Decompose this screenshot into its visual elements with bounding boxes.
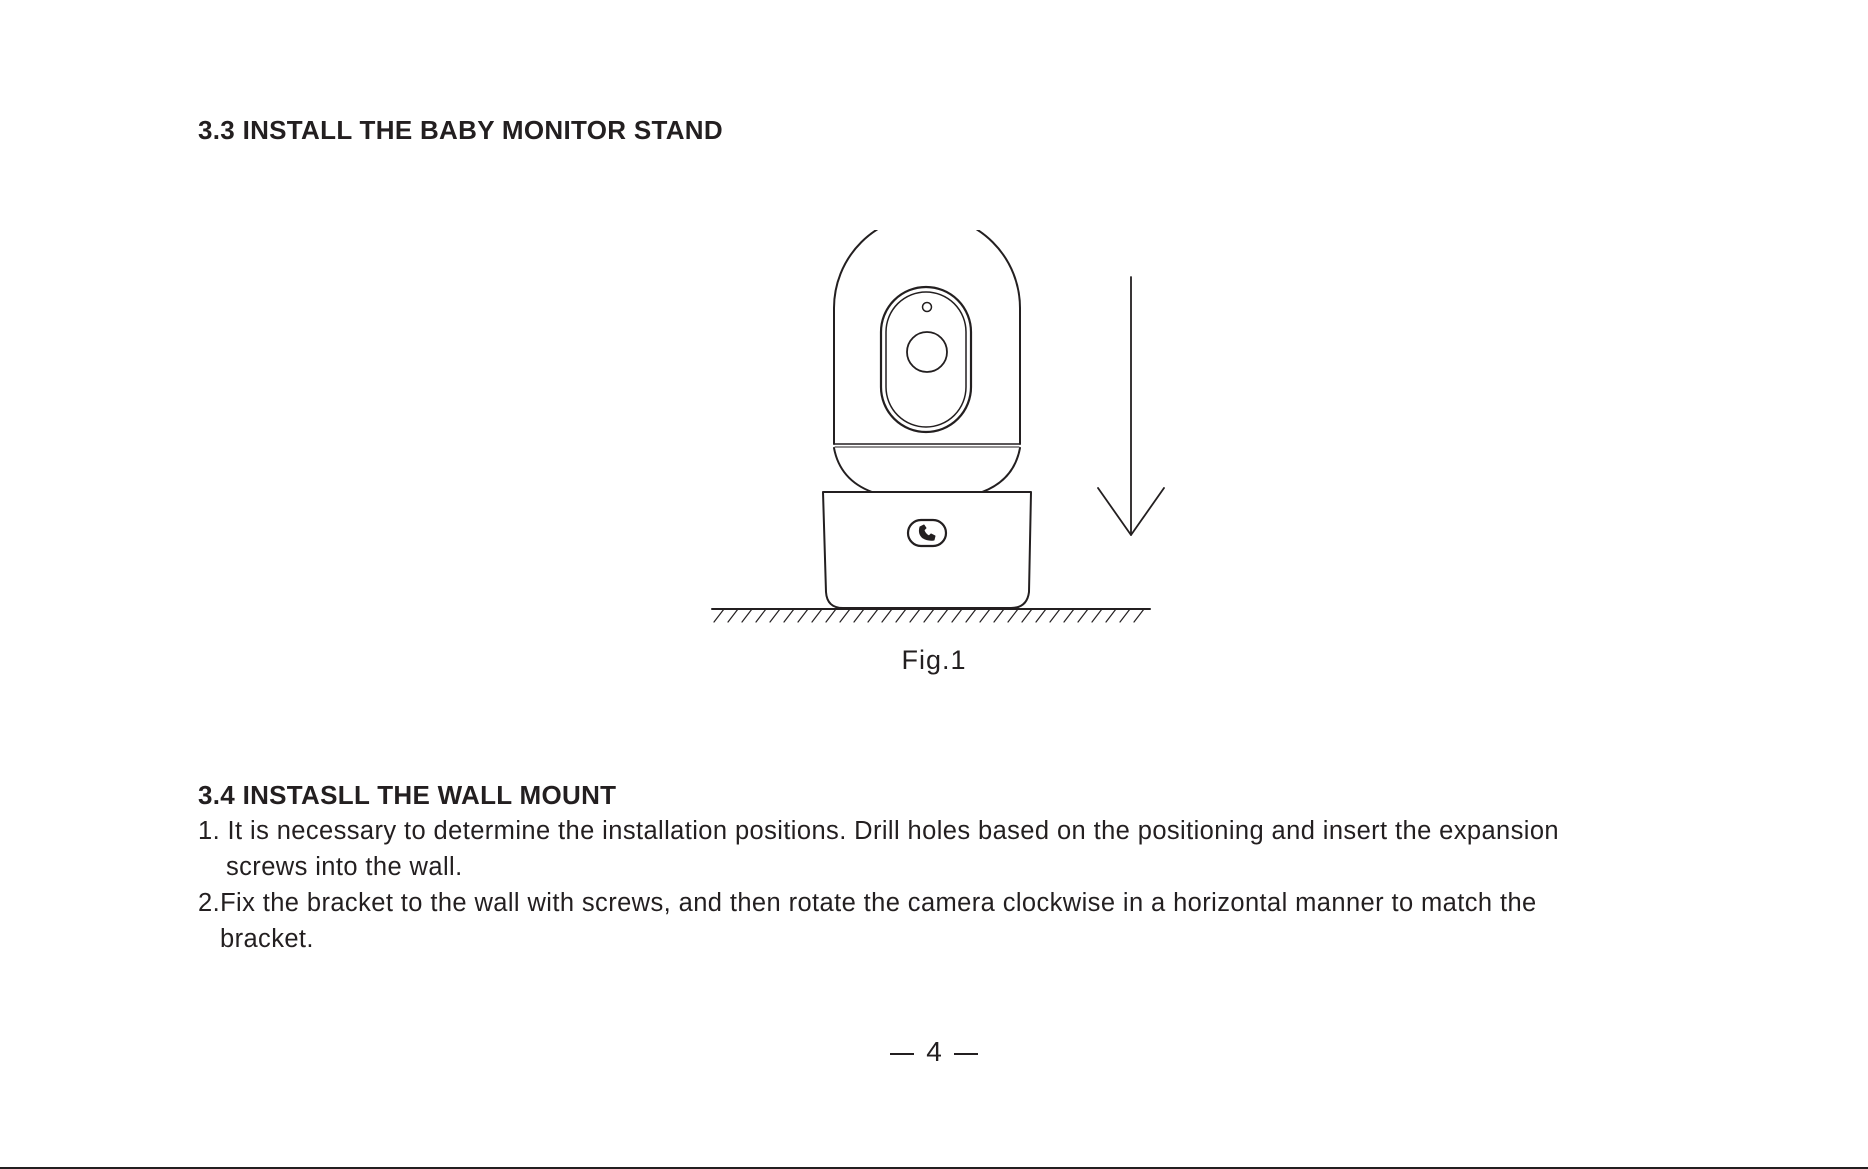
page-number-left-dash (890, 1053, 914, 1055)
step-2 (198, 885, 1718, 957)
page-number-right-dash (954, 1053, 978, 1055)
step-1-line-1: 1. It is necessary to determine the installation positions. Drill holes based on the positioning and insert the expansion (198, 817, 1560, 845)
step-2-line-1: 2.Fix the bracket to the wall with screws, and then rotate the camera clockwise in a horizontal manner to match the (198, 889, 1537, 917)
floor-hatching (712, 609, 1150, 622)
camera-base (823, 492, 1031, 608)
phone-icon (908, 520, 946, 546)
figure-caption: Fig.1 (901, 645, 967, 675)
step-1 (198, 813, 1718, 885)
page-number-value: 4 (926, 1036, 942, 1067)
section-3-3-heading: 3.3 INSTALL THE BABY MONITOR STAND (198, 115, 723, 145)
fig1-illustration (700, 230, 1180, 630)
down-arrow-icon (1098, 277, 1164, 535)
camera-lens (881, 287, 971, 432)
section-3-4-heading: 3.4 INSTASLL THE WALL MOUNT (198, 780, 617, 810)
step-1-line-2: screws into the wall. (226, 853, 463, 881)
step-2-line-2: bracket. (220, 925, 314, 953)
page-number (0, 1036, 1868, 1068)
camera-head (834, 230, 1020, 492)
